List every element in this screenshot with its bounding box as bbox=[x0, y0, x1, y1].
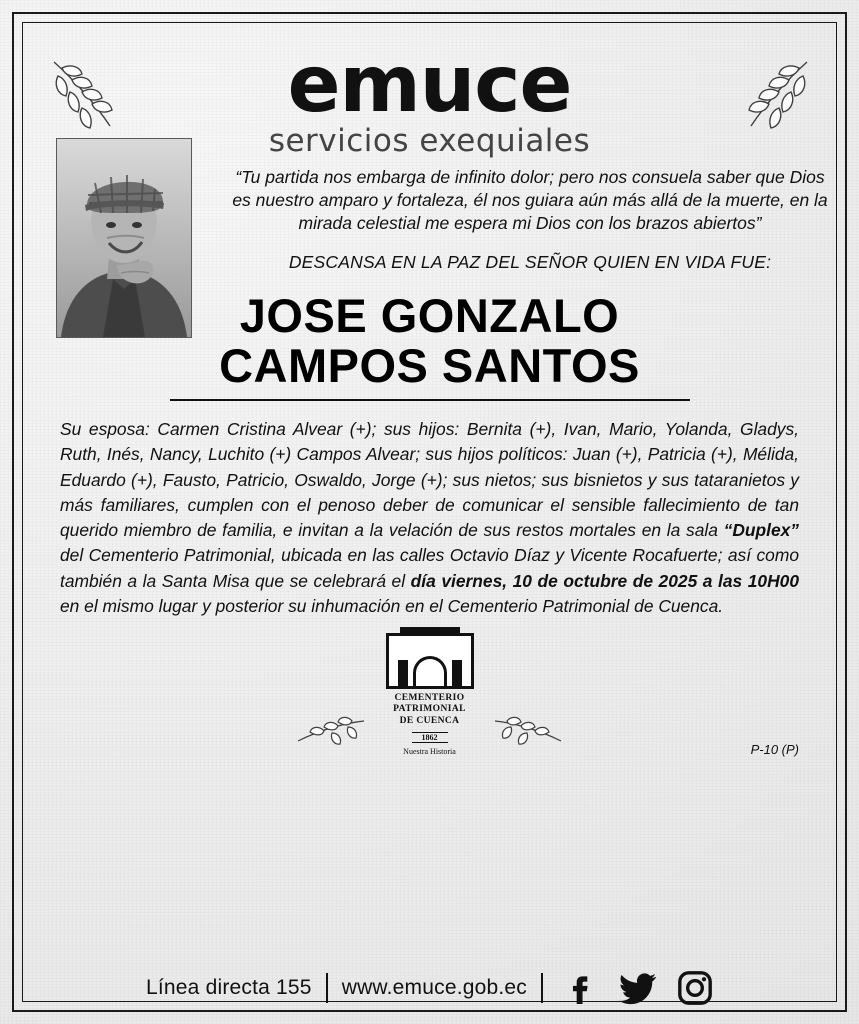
footer-divider bbox=[326, 973, 328, 1003]
obituary-body bbox=[60, 417, 799, 619]
obituary-body-part-3: en el mismo lugar y posterior su inhumación en el Cementerio Patrimonial de Cuenca. bbox=[60, 595, 724, 616]
leaf-branch-icon bbox=[721, 58, 813, 150]
seal-line-3: DE CUENCA bbox=[399, 715, 460, 726]
hotline-text: Línea directa 155 bbox=[146, 976, 312, 999]
deceased-portrait bbox=[56, 138, 192, 338]
name-divider bbox=[170, 399, 690, 401]
leaf-sprig-icon bbox=[294, 715, 366, 745]
leaf-sprig-icon bbox=[493, 715, 565, 745]
cemetery-seal-block bbox=[56, 633, 803, 761]
footer-bar bbox=[30, 970, 829, 1006]
leaf-branch-icon bbox=[48, 58, 140, 150]
seal-line-2: PATRIMONIAL bbox=[393, 704, 466, 715]
venue-name: “Duplex” bbox=[723, 520, 799, 541]
notice-content bbox=[30, 30, 829, 994]
reference-code: P-10 (P) bbox=[750, 742, 799, 758]
lead-in-text: DESCANSA EN LA PAZ DEL SEÑOR QUIEN EN VIDA FUE: bbox=[288, 251, 772, 272]
seal-year: 1862 bbox=[412, 732, 448, 743]
twitter-icon[interactable] bbox=[619, 971, 657, 1005]
footer-divider bbox=[541, 973, 543, 1003]
obituary-body-part-2: del Cementerio Patrimonial, ubicada en las calles Octavio Díaz y Vicente Rocafuerte; así como también a la Santa Misa que se celebrará el bbox=[60, 545, 799, 591]
seal-line-1: CEMENTERIO bbox=[394, 693, 465, 704]
obituary-body-part-1: Su esposa: Carmen Cristina Alvear (+); sus hijos: Bernita (+), Ivan, Mario, Yolanda, Gladys, Ruth, Inés, Nancy, Luchito (+) Campos Alvear; sus hijos políticos: Juan (+), Patricia (+), Mélida, Eduardo (+), Fausto, Patricio, Oswaldo, Jorge (+); sus nietos; sus bisnietos y sus tataranietos y más familiares, cumplen con el penoso deber de comunicar el sensible fallecimiento de tan querido miembro de familia, e invitan a la velación de sus restos mortales en la sala bbox=[60, 419, 799, 541]
deceased-name-line-1: JOSE GONZALO bbox=[239, 288, 620, 342]
brand-name: emuce bbox=[287, 40, 572, 130]
seal-motto: Nuestra Historia bbox=[403, 747, 456, 757]
service-datetime: día viernes, 10 de octubre de 2025 a las 10H00 bbox=[410, 570, 799, 591]
mausoleum-icon bbox=[386, 633, 474, 689]
facebook-icon[interactable] bbox=[565, 971, 599, 1005]
memorial-quote: “Tu partida nos embarga de infinito dolor; pero nos consuela saber que Dios es nuestro amparo y fortaleza, él nos guiara aún más allá de la muerte, en la mirada celestial me espera mi Dios con los brazos abiertos” bbox=[232, 166, 828, 234]
social-links bbox=[565, 970, 713, 1006]
cemetery-seal bbox=[380, 633, 480, 756]
deceased-name-line-2: CAMPOS SANTOS bbox=[219, 338, 640, 392]
instagram-icon[interactable] bbox=[677, 970, 713, 1006]
seal-title bbox=[380, 693, 480, 727]
website-link[interactable]: www.emuce.gob.ec bbox=[341, 976, 527, 999]
brand-tagline: servicios exequiales bbox=[268, 122, 591, 159]
